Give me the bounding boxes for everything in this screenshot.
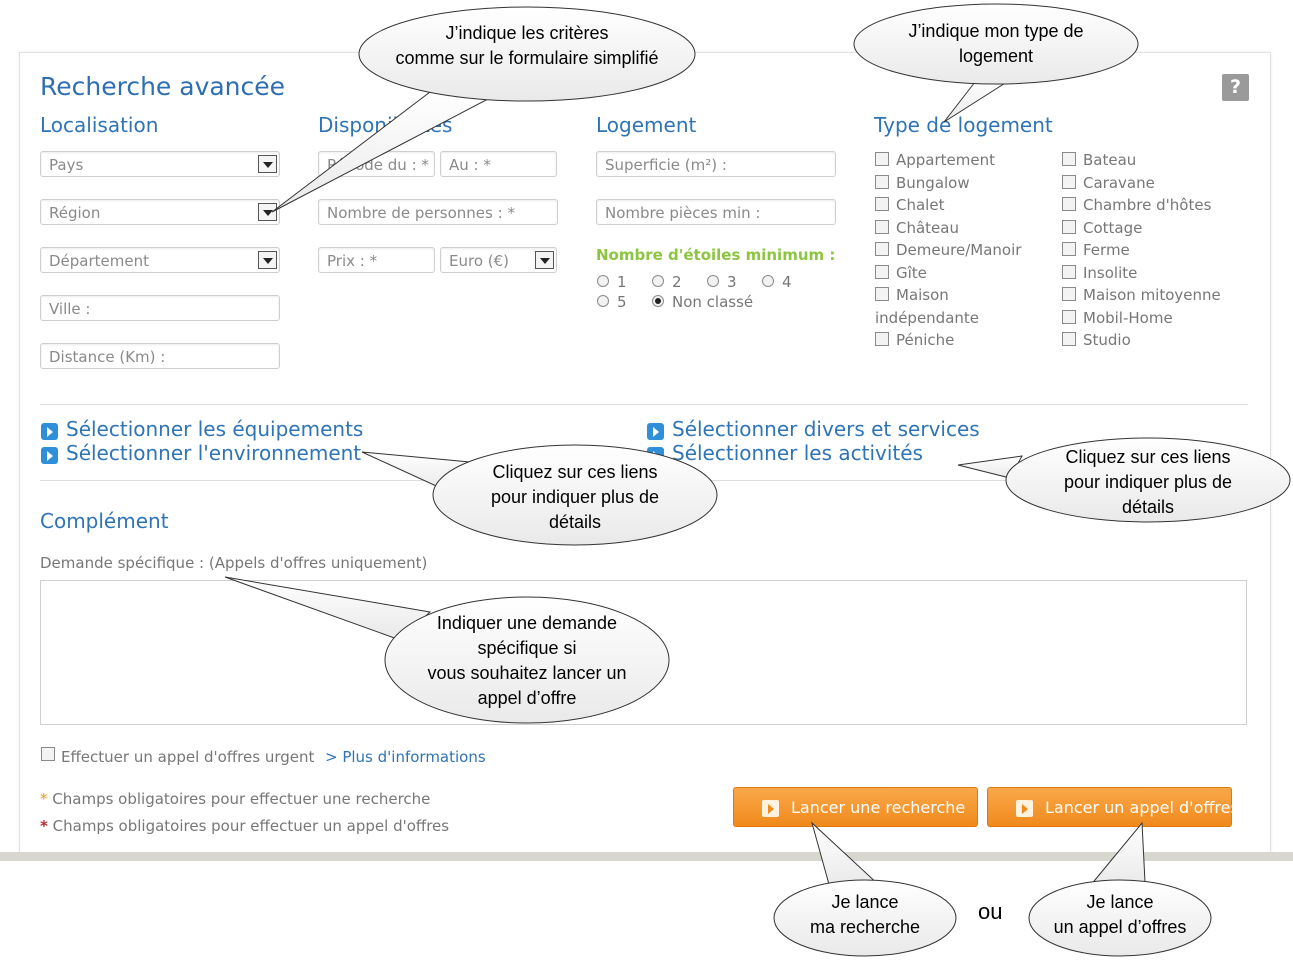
callout-line: pour indiquer plus de — [490, 487, 660, 507]
type-checkbox-label: Cottage — [1083, 218, 1143, 237]
callout-line: J’indique mon type de — [908, 21, 1084, 41]
more-info-link[interactable]: > Plus d'informations — [325, 748, 486, 766]
link-divers-services[interactable]: Sélectionner divers et services — [672, 417, 980, 441]
complement-title: Complément — [40, 509, 169, 533]
type-checkbox-label: Maison mitoyenne — [1083, 286, 1221, 304]
callout-search-tail — [812, 823, 880, 888]
disponibilites-title: Disponibilités — [318, 113, 453, 137]
rooms-placeholder: Nombre pièces min : — [605, 204, 761, 222]
callout-line: vous souhaitez lancer un — [427, 663, 627, 683]
type-checkbox-label: Appartement — [896, 151, 996, 169]
type-checkbox-label: Gîte — [896, 263, 927, 282]
callout-line: Cliquez sur ces liens — [492, 462, 658, 482]
currency-select-value: Euro (€) — [449, 252, 510, 270]
type-checkbox-label: Bateau — [1083, 151, 1137, 169]
country-select-value: Pays — [49, 156, 84, 174]
required-star-red: * — [40, 817, 48, 835]
localisation-title: Localisation — [40, 113, 159, 137]
specific-request-label: Demande spécifique : (Appels d'offres uniquement) — [40, 554, 428, 572]
type-checkbox-label: Demeure/Manoir — [896, 241, 1022, 259]
type-logement-title: Type de logement — [874, 113, 1053, 137]
type-checkbox-label: Caravane — [1083, 173, 1155, 192]
callout-line: Je lance — [831, 892, 899, 912]
or-label: ou — [978, 899, 1003, 924]
price-placeholder: Prix : * — [327, 252, 378, 270]
stars-label-1: 1 — [617, 273, 627, 291]
stars-title: Nombre d'étoiles minimum : — [596, 246, 836, 264]
urgent-label: Effectuer un appel d'offres urgent — [61, 748, 315, 766]
callout-specific-text — [377, 611, 677, 711]
launch-tender-label: Lancer un appel d'offres — [1045, 798, 1239, 817]
callout-line: comme sur le formulaire simplifié — [395, 48, 659, 68]
help-icon[interactable]: ? — [1222, 74, 1249, 101]
type-checkbox-label: Bungalow — [896, 173, 970, 192]
callout-line: Cliquez sur ces liens — [1065, 447, 1231, 467]
area-placeholder: Superficie (m²) : — [605, 156, 727, 174]
persons-placeholder: Nombre de personnes : * — [327, 204, 515, 222]
callout-links-right-text — [998, 445, 1293, 520]
region-select-value: Région — [49, 204, 101, 222]
stars-label-4: 4 — [782, 273, 792, 291]
callout-line: Je lance — [1086, 892, 1154, 912]
callout-line: un appel d’offres — [1053, 917, 1187, 937]
callout-criteria-text — [377, 21, 677, 71]
callout-line: ma recherche — [809, 917, 921, 937]
stars-label-3: 3 — [727, 273, 737, 291]
callout-type-tail — [944, 80, 1010, 122]
type-checkbox-label: Château — [896, 218, 959, 237]
stars-label-5: 5 — [617, 293, 627, 311]
callout-line: appel d’offre — [477, 688, 577, 708]
type-checkbox-label: Chambre d'hôtes — [1083, 196, 1212, 214]
callout-line: spécifique si — [477, 638, 577, 658]
stars-label-2: 2 — [672, 273, 682, 291]
callout-launch-tender-text — [970, 890, 1270, 940]
callout-line: pour indiquer plus de — [1063, 472, 1233, 492]
link-environnement[interactable]: Sélectionner l'environnement — [66, 441, 362, 465]
type-checkbox-label: Péniche — [896, 331, 955, 349]
callout-links-left-text — [425, 460, 725, 535]
city-placeholder: Ville : — [49, 300, 91, 318]
link-equipements[interactable]: Sélectionner les équipements — [66, 417, 364, 441]
search-required-text: Champs obligatoires pour effectuer une recherche — [52, 790, 431, 808]
callout-line: J’indique les critères — [445, 23, 609, 43]
callout-line: détails — [548, 512, 602, 532]
logement-title: Logement — [596, 113, 697, 137]
page-title: Recherche avancée — [40, 72, 286, 101]
callout-type-text — [846, 19, 1146, 69]
link-activites[interactable]: Sélectionner les activités — [672, 441, 923, 465]
date-from-placeholder: Période du : * — [327, 156, 429, 174]
type-checkbox-label: Studio — [1083, 331, 1131, 349]
callout-criteria-tail — [272, 92, 490, 212]
department-select-value: Département — [49, 252, 149, 270]
callout-line: logement — [958, 46, 1034, 66]
distance-placeholder: Distance (Km) : — [49, 348, 166, 366]
type-checkbox-label: Insolite — [1083, 263, 1138, 282]
type-checkbox-label: Chalet — [896, 196, 945, 214]
stars-label-non-classe: Non classé — [672, 293, 754, 311]
type-checkbox-label: Maison — [896, 286, 949, 304]
callout-line: Indiquer une demande — [436, 613, 618, 633]
callout-tender-tail — [1090, 823, 1145, 886]
date-to-placeholder: Au : * — [449, 156, 491, 174]
callout-line: détails — [1121, 497, 1175, 517]
type-checkbox-label: Ferme — [1083, 241, 1130, 259]
type-checkbox-label: Mobil-Home — [1083, 308, 1173, 327]
tender-required-text: Champs obligatoires pour effectuer un appel d'offres — [52, 817, 450, 835]
required-star-orange: * — [40, 790, 48, 808]
type-checkbox-label: indépendante — [875, 308, 980, 327]
launch-search-label: Lancer une recherche — [791, 798, 966, 817]
